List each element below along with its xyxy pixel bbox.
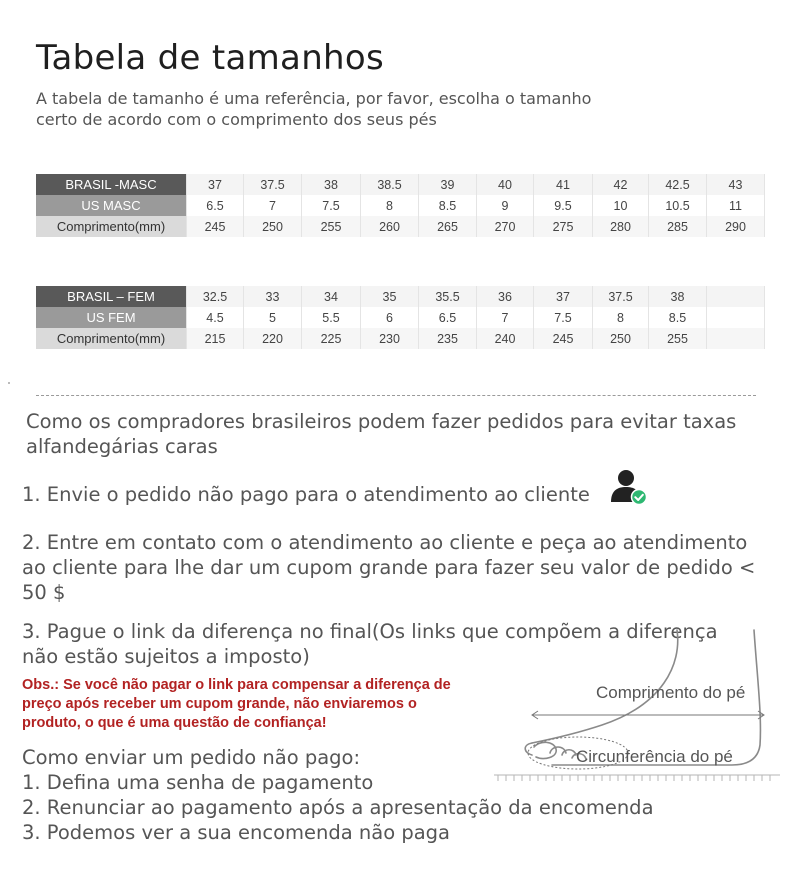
size-cell: 255 <box>302 216 361 237</box>
size-cell: 260 <box>361 216 419 237</box>
size-cell: 220 <box>244 328 302 349</box>
size-cell: 11 <box>707 195 765 216</box>
size-cell: 8 <box>593 307 649 328</box>
size-cell: 37.5 <box>244 174 302 195</box>
row-header: BRASIL -MASC <box>36 174 187 195</box>
step-1: 1. Envie o pedido não pago para o atendimento ao cliente <box>22 483 590 506</box>
size-cell: 245 <box>534 328 593 349</box>
size-cell: 10.5 <box>649 195 707 216</box>
size-cell: 43 <box>707 174 765 195</box>
size-cell: 33 <box>244 286 302 307</box>
size-cell: 8.5 <box>649 307 707 328</box>
size-cell: 38 <box>302 174 361 195</box>
stray-dot <box>8 382 10 384</box>
size-cell: 290 <box>707 216 765 237</box>
intro-text <box>26 409 766 459</box>
size-cell: 240 <box>477 328 534 349</box>
size-cell: 38 <box>649 286 707 307</box>
size-cell: 32.5 <box>187 286 244 307</box>
size-cell: 41 <box>534 174 593 195</box>
step-3-line-1: 3. Pague o link da diferença no final(Os links que compõem a diferença <box>22 620 718 643</box>
size-cell: 42 <box>593 174 649 195</box>
size-row <box>36 328 765 349</box>
page-title: Tabela de tamanhos <box>36 38 385 78</box>
size-cell: 230 <box>361 328 419 349</box>
size-cell: 250 <box>593 328 649 349</box>
size-cell: 7.5 <box>534 307 593 328</box>
size-cell: 6.5 <box>187 195 244 216</box>
size-cell: 9 <box>477 195 534 216</box>
size-cell: 40 <box>477 174 534 195</box>
size-cell: 265 <box>419 216 477 237</box>
size-cell: 6.5 <box>419 307 477 328</box>
size-cell: 225 <box>302 328 361 349</box>
size-cell: 42.5 <box>649 174 707 195</box>
size-cell <box>707 286 765 307</box>
size-table-fem <box>36 286 765 349</box>
size-cell: 37 <box>187 174 244 195</box>
row-header: BRASIL – FEM <box>36 286 187 307</box>
size-cell <box>707 307 765 328</box>
size-cell: 7.5 <box>302 195 361 216</box>
howto-item-3: 3. Podemos ver a sua encomenda não paga <box>22 821 451 844</box>
size-cell: 6 <box>361 307 419 328</box>
subtitle-line-2: certo de acordo com o comprimento dos seus pés <box>36 110 437 129</box>
intro-line-2: alfandegárias caras <box>26 435 218 458</box>
howto-title: Como enviar um pedido não pago: <box>22 746 361 769</box>
size-cell: 280 <box>593 216 649 237</box>
step-2-line-1: 2. Entre em contato com o atendimento ao cliente e peça ao atendimento <box>22 531 748 554</box>
size-cell: 270 <box>477 216 534 237</box>
size-row <box>36 216 765 237</box>
size-cell: 10 <box>593 195 649 216</box>
page-subtitle <box>36 88 676 130</box>
row-header: Comprimento(mm) <box>36 328 187 349</box>
size-cell: 9.5 <box>534 195 593 216</box>
size-cell: 37 <box>534 286 593 307</box>
size-cell: 35.5 <box>419 286 477 307</box>
size-cell: 38.5 <box>361 174 419 195</box>
subtitle-line-1: A tabela de tamanho é uma referência, por favor, escolha o tamanho <box>36 89 592 108</box>
size-cell: 7 <box>244 195 302 216</box>
intro-line-1: Como os compradores brasileiros podem fazer pedidos para evitar taxas <box>26 410 737 433</box>
size-cell: 36 <box>477 286 534 307</box>
size-row <box>36 307 765 328</box>
obs-line-2: preço após receber um cupom grande, não enviaremos o <box>22 696 417 712</box>
size-cell: 255 <box>649 328 707 349</box>
step-2-line-3: 50 $ <box>22 581 66 604</box>
foot-circumference-label: Circunferência do pé <box>576 747 733 766</box>
foot-length-label: Comprimento do pé <box>596 683 746 702</box>
obs-warning <box>22 676 522 733</box>
obs-line-3: produto, o que é uma questão de confiança! <box>22 715 327 731</box>
step-2 <box>22 530 767 605</box>
howto-item-2: 2. Renunciar ao pagamento após a apresentação da encomenda <box>22 796 654 819</box>
size-cell: 215 <box>187 328 244 349</box>
size-cell: 8 <box>361 195 419 216</box>
howto-item-1: 1. Defina uma senha de pagamento <box>22 771 374 794</box>
size-cell: 8.5 <box>419 195 477 216</box>
size-cell: 34 <box>302 286 361 307</box>
size-cell: 39 <box>419 174 477 195</box>
size-cell: 245 <box>187 216 244 237</box>
step-3-line-2: não estão sujeitos a imposto) <box>22 645 310 668</box>
size-cell: 35 <box>361 286 419 307</box>
row-header: Comprimento(mm) <box>36 216 187 237</box>
size-row <box>36 195 765 216</box>
size-cell: 37.5 <box>593 286 649 307</box>
size-cell: 4.5 <box>187 307 244 328</box>
dashed-divider <box>36 395 756 396</box>
obs-line-1: Obs.: Se você não pagar o link para compensar a diferença de <box>22 677 451 693</box>
size-cell: 250 <box>244 216 302 237</box>
row-header: US FEM <box>36 307 187 328</box>
size-cell: 5.5 <box>302 307 361 328</box>
size-cell: 7 <box>477 307 534 328</box>
size-cell <box>707 328 765 349</box>
step-2-line-2: ao cliente para lhe dar um cupom grande para fazer seu valor de pedido < <box>22 556 756 579</box>
customer-service-icon <box>608 468 648 506</box>
size-row <box>36 286 765 307</box>
size-cell: 285 <box>649 216 707 237</box>
row-header: US MASC <box>36 195 187 216</box>
size-cell: 235 <box>419 328 477 349</box>
size-row <box>36 174 765 195</box>
size-table-masc <box>36 174 765 237</box>
size-cell: 5 <box>244 307 302 328</box>
size-cell: 275 <box>534 216 593 237</box>
